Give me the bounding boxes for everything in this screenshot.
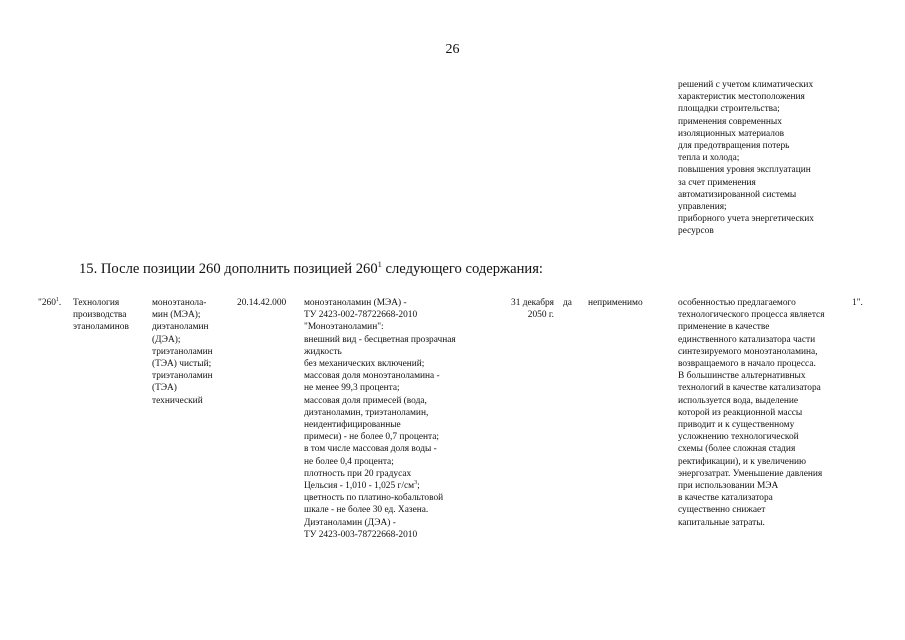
spec-line-text: шкале - не более 30 ед. Хазена.: [304, 505, 429, 516]
spec-line-superscript: 3: [414, 480, 418, 487]
spec-line-text: плотность при 20 градусах: [304, 468, 412, 479]
continuation-text-block: [678, 79, 814, 238]
spec-line-text: массовая доля примесей (вода,: [304, 395, 427, 406]
spec-line: [304, 456, 456, 468]
spec-line-text: примеси) - не более 0,7 процента;: [304, 432, 439, 443]
last-column-value: [852, 297, 863, 309]
feature-line: единственного катализатора части: [678, 334, 816, 345]
continuation-line: приборного учета энергетических: [678, 214, 814, 225]
continuation-line: характеристик местоположения: [678, 92, 805, 103]
spec-line: [304, 395, 456, 407]
feature-line: существенно снижает: [678, 505, 766, 516]
product-line: диэтаноламин: [152, 322, 209, 333]
specifications: [304, 297, 456, 541]
spec-line-text: цветность по платино-кобальтовой: [304, 493, 444, 504]
spec-line: [304, 480, 456, 492]
spec-line-text: моноэтаноламин (МЭА) -: [304, 298, 407, 308]
spec-line: [304, 321, 456, 333]
continuation-line: изоляционных материалов: [678, 128, 785, 139]
technology-features: [678, 297, 825, 529]
spec-line: [304, 492, 456, 504]
position-superscript: 1: [55, 297, 59, 303]
feature-line: технологического процесса является: [678, 310, 825, 321]
continuation-line: управления;: [678, 202, 727, 213]
feature-line: ректификации), и к увеличению: [678, 456, 807, 467]
technology-name-line: Технология: [73, 298, 120, 308]
heading-text-after: следующего содержания:: [381, 261, 543, 277]
spec-line-text: ТУ 2423-003-78722668-2010: [304, 529, 418, 540]
feature-line: которой из реакционной массы: [678, 407, 803, 418]
product-line: технический: [152, 395, 203, 406]
spec-line-suffix: ;: [417, 481, 420, 492]
spec-line-text: "Моноэтаноламин":: [304, 322, 384, 333]
feature-line: особенностью предлагаемого: [678, 298, 796, 308]
spec-line: [304, 468, 456, 480]
spec-line: [304, 334, 456, 346]
feature-line: возвращаемого в начало процесса.: [678, 359, 816, 370]
technology-name: [73, 297, 129, 334]
spec-line: [304, 443, 456, 455]
continuation-line: автоматизированной системы: [678, 189, 797, 200]
continuation-line: тепла и холода;: [678, 153, 740, 164]
deadline-date: [500, 297, 554, 321]
spec-line: [304, 346, 456, 358]
feature-line: энергозатрат. Уменьшение давления: [678, 468, 823, 479]
spec-line-text: жидкость: [304, 346, 342, 357]
date-line: 31 декабря: [511, 298, 554, 308]
spec-line: [304, 382, 456, 394]
closing-quote: ".: [856, 298, 863, 308]
spec-line-text: ТУ 2423-002-78722668-2010: [304, 310, 418, 321]
spec-line-text: не менее 99,3 процента;: [304, 383, 400, 394]
okpd-code: 20.14.42.000: [237, 298, 287, 308]
feature-line: используется вода, выделение: [678, 395, 799, 406]
continuation-line: применения современных: [678, 116, 782, 127]
feature-line: капитальные затраты.: [678, 517, 765, 528]
not-applicable-value: неприменимо: [588, 298, 643, 308]
products-list: [152, 297, 213, 407]
product-line: триэтаноламин: [152, 346, 213, 357]
last-column-number: 1: [852, 298, 857, 308]
feature-line: В большинстве альтернативных: [678, 371, 806, 382]
heading-text-before: 15. После позиции 260 дополнить позицией 260: [79, 261, 378, 277]
technology-name-line: этаноламинов: [73, 322, 129, 333]
spec-line-text: неидентифицированные: [304, 420, 401, 431]
spec-line-text: внешний вид - бесцветная прозрачная: [304, 334, 456, 345]
spec-line-text: массовая доля моноэтаноламина -: [304, 371, 440, 382]
product-line: (ТЭА): [152, 383, 177, 394]
spec-line-text: без механических включений;: [304, 359, 425, 370]
spec-line: [304, 297, 456, 309]
position-suffix: .: [58, 298, 62, 308]
spec-line: [304, 431, 456, 443]
product-line: (ТЭА) чистый;: [152, 359, 212, 370]
product-line: (ДЭА);: [152, 334, 181, 345]
yes-no-value: да: [563, 298, 572, 308]
spec-line: [304, 517, 456, 529]
section-heading: [79, 261, 543, 278]
feature-line: в качестве катализатора: [678, 493, 773, 504]
feature-line: при использовании МЭА: [678, 481, 779, 492]
feature-line: технологий в качестве катализатора: [678, 383, 821, 394]
position-prefix: "260: [38, 298, 56, 308]
spec-line: [304, 529, 456, 541]
feature-line: усложнению технологической: [678, 432, 799, 443]
heading-superscript: 1: [377, 259, 382, 269]
feature-line: применение в качестве: [678, 322, 770, 333]
feature-line: схемы (более сложная стадия: [678, 444, 796, 455]
spec-line-text: Цельсия - 1,010 - 1,025 г/см: [304, 481, 415, 492]
continuation-line: площадки строительства;: [678, 104, 780, 115]
continuation-line: решений с учетом климатических: [678, 80, 814, 90]
feature-line: синтезируемого моноэтаноламина,: [678, 346, 818, 357]
spec-line: [304, 407, 456, 419]
technology-name-line: производства: [73, 310, 127, 321]
spec-line: [304, 419, 456, 431]
spec-line-text: не более 0,4 процента;: [304, 456, 394, 467]
spec-line-text: диэтаноламин, триэтаноламин,: [304, 407, 429, 418]
spec-line: [304, 358, 456, 370]
feature-line: приводит и к существенному: [678, 420, 795, 431]
spec-line: [304, 504, 456, 516]
spec-line-text: Диэтаноламин (ДЭА) -: [304, 517, 396, 528]
date-line: 2050 г.: [527, 310, 554, 321]
page-number: 26: [445, 42, 460, 57]
product-line: моноэтанола-: [152, 298, 207, 308]
product-line: триэтаноламин: [152, 371, 213, 382]
position-number: [38, 297, 61, 309]
continuation-line: за счет применения: [678, 177, 756, 188]
continuation-line: для предотвращения потерь: [678, 141, 790, 152]
continuation-line: повышения уровня эксплуатацин: [678, 165, 811, 176]
product-line: мин (МЭА);: [152, 310, 201, 321]
spec-line-text: в том числе массовая доля воды -: [304, 444, 437, 455]
spec-line: [304, 370, 456, 382]
continuation-line: ресурсов: [678, 226, 714, 237]
spec-line: [304, 309, 456, 321]
